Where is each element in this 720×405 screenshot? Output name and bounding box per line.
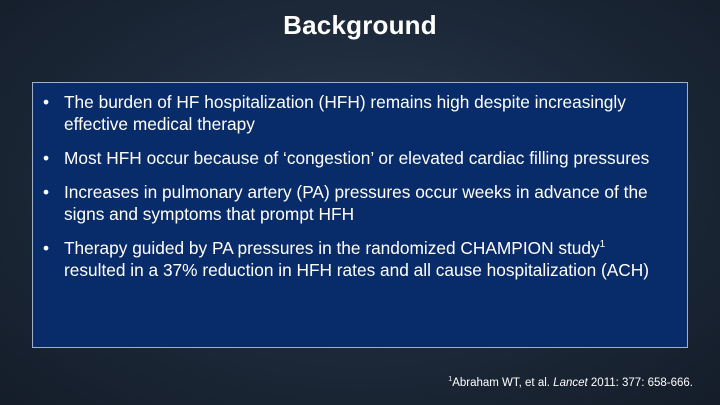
citation-authors: Abraham WT, et al. — [452, 377, 554, 389]
content-box — [32, 82, 688, 348]
bullet-text: Increases in pulmonary artery (PA) pressures occur weeks in advance of the signs and symptoms that prompt HFH — [64, 182, 648, 224]
bullet-item-1 — [43, 91, 669, 135]
citation-superscript: 1 — [448, 376, 453, 384]
bullet-text-start: Therapy guided by PA pressures in the randomized CHAMPION study — [64, 238, 600, 258]
bullet-item-2 — [43, 147, 669, 169]
citation — [448, 377, 693, 389]
bullet-marker: • — [43, 148, 50, 168]
bullet-marker: • — [43, 182, 50, 202]
bullet-text-end: resulted in a 37% reduction in HFH rates and all cause hospitalization (ACH) — [64, 260, 649, 280]
bullet-marker: • — [43, 92, 50, 112]
bullet-item-4 — [43, 237, 669, 281]
slide-title: Background — [283, 10, 437, 40]
citation-journal: Lancet — [553, 377, 588, 389]
citation-details: 2011: 377: 658-666. — [587, 377, 693, 389]
bullet-text: The burden of HF hospitalization (HFH) remains high despite increasingly effective medical therapy — [64, 92, 626, 134]
reference-superscript: 1 — [599, 239, 606, 251]
bullet-marker: • — [43, 238, 50, 258]
bullet-text: Most HFH occur because of ‘congestion’ or elevated cardiac filling pressures — [64, 148, 650, 168]
bullet-list — [43, 91, 669, 281]
bullet-item-3 — [43, 181, 669, 225]
